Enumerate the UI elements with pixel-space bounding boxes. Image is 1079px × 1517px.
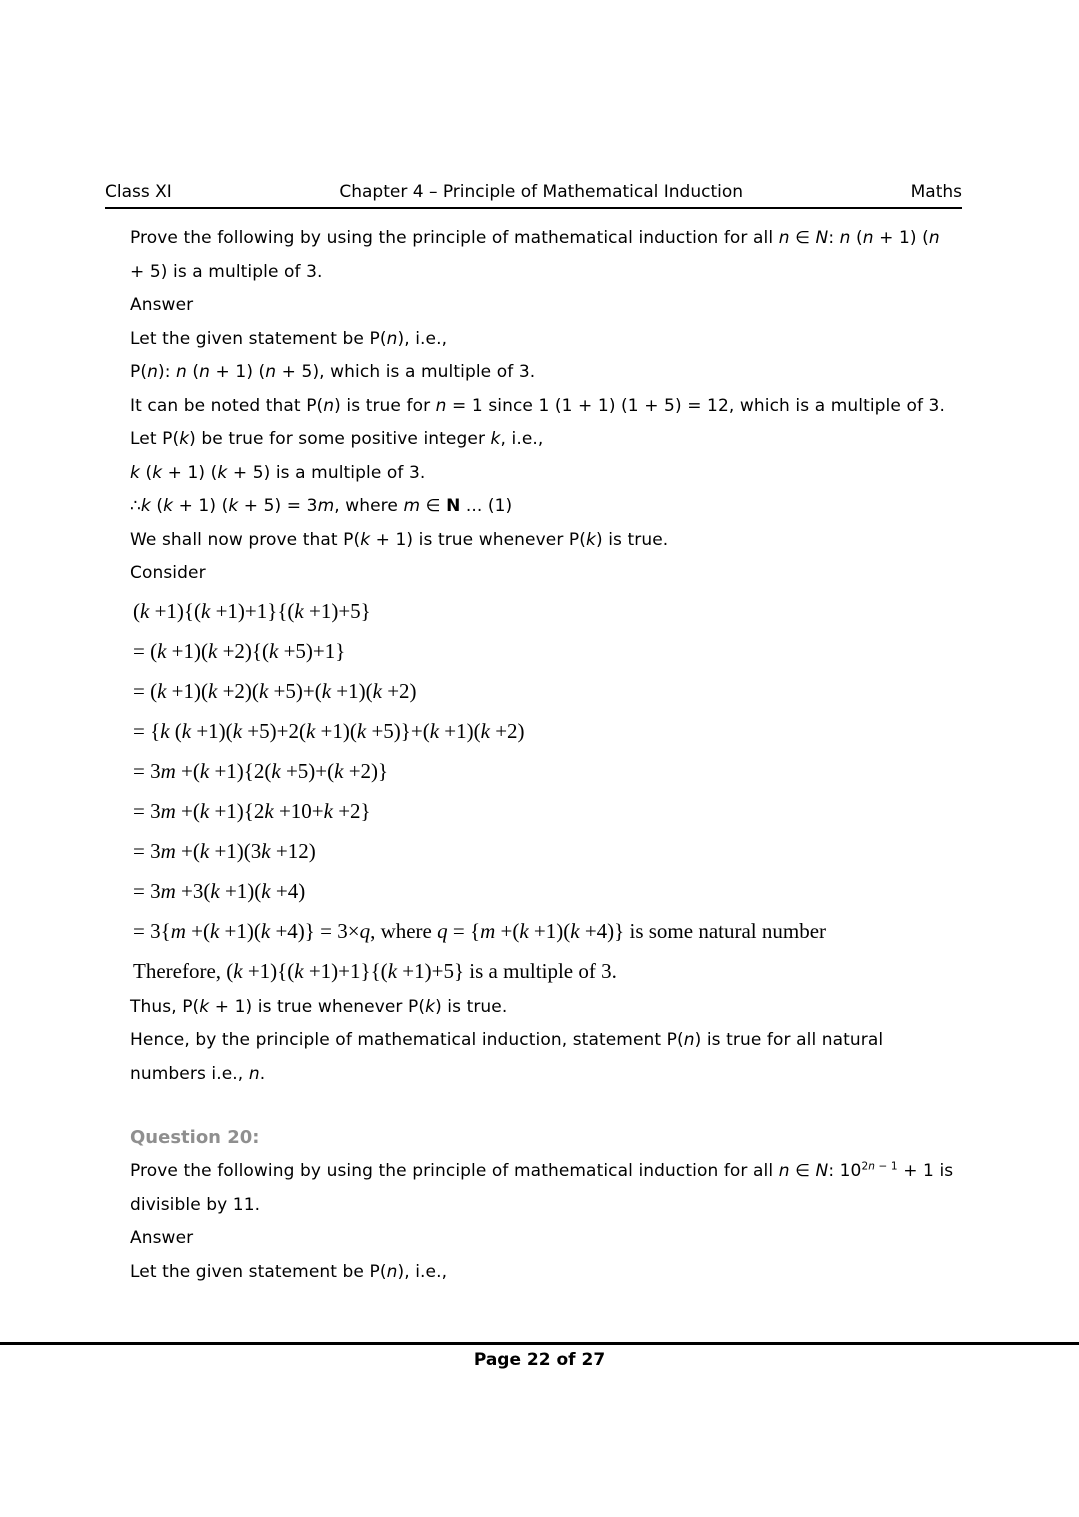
equation-line: = 3m +(k +1)(3k +12)	[133, 838, 316, 863]
paragraph: Answer	[130, 295, 194, 315]
paragraph: It can be noted that P(n) is true for n = 1 since 1 (1 + 1) (1 + 5) = 12, which is a multiple of 3.	[130, 395, 945, 416]
paragraph: Let the given statement be P(n), i.e.,	[130, 328, 448, 349]
paragraph: Thus, P(k + 1) is true whenever P(k) is true.	[130, 996, 508, 1017]
page-header	[105, 181, 962, 203]
paragraph: Let P(k) be true for some positive integer k, i.e.,	[130, 429, 544, 449]
paragraph: P(n): n (n + 1) (n + 5), which is a multiple of 3.	[130, 362, 536, 382]
equation-line: = 3m +3(k +1)(k +4)	[133, 878, 306, 903]
question-heading: Question 20:	[130, 1127, 260, 1148]
header-chapter-title: Chapter 4 – Principle of Mathematical Induction	[339, 182, 744, 202]
header-class-label: Class XI	[105, 182, 172, 202]
paragraph: ∴k (k + 1) (k + 5) = 3m, where m ∈ N ... (1)	[130, 496, 513, 516]
equation-line: = 3m +(k +1){2(k +5)+(k +2)}	[133, 758, 389, 783]
paragraph: We shall now prove that P(k + 1) is true whenever P(k) is true.	[130, 529, 669, 550]
paragraph: Prove the following by using the principle of mathematical induction for all n ∈ N: n (n + 1) (n + 5) is a multiple of 3.	[130, 228, 940, 282]
paragraph: Hence, by the principle of mathematical induction, statement P(n) is true for all natural numbers i.e., n.	[130, 1030, 884, 1084]
document-body	[130, 222, 955, 1289]
page-number: Page 22 of 27	[473, 1350, 606, 1370]
paragraph: Answer	[130, 1228, 194, 1248]
equation-line: Therefore, (k +1){(k +1)+1}{(k +1)+5} is a multiple of 3.	[133, 958, 617, 983]
paragraph: Prove the following by using the principle of mathematical induction for all n ∈ N: $10^{2n - 1} + 1$ is divisible by 11.	[130, 1160, 954, 1215]
paragraph: k (k + 1) (k + 5) is a multiple of 3.	[130, 462, 426, 483]
equation-line: (k +1){(k +1)+1}{(k +1)+5}	[133, 598, 371, 623]
equation-line: = (k +1)(k +2)(k +5)+(k +1)(k +2)	[133, 678, 417, 703]
footer-rule	[0, 1342, 1079, 1345]
equation-line: = 3m +(k +1){2k +10+k +2}	[133, 798, 371, 823]
paragraph: Consider	[130, 563, 206, 583]
equation-line: = {k (k +1)(k +5)+2(k +1)(k +5)}+(k +1)(k +2)	[133, 718, 525, 743]
equation-line: = (k +1)(k +2){(k +5)+1}	[133, 638, 346, 663]
equation-line: = 3{m +(k +1)(k +4)} = 3×q, where q = {m +(k +1)(k +4)} is some natural number	[133, 918, 827, 943]
header-rule	[105, 207, 962, 209]
section-spacer	[130, 1091, 955, 1120]
paragraph: Let the given statement be P(n), i.e.,	[130, 1261, 448, 1282]
header-subject-label: Maths	[910, 182, 962, 202]
